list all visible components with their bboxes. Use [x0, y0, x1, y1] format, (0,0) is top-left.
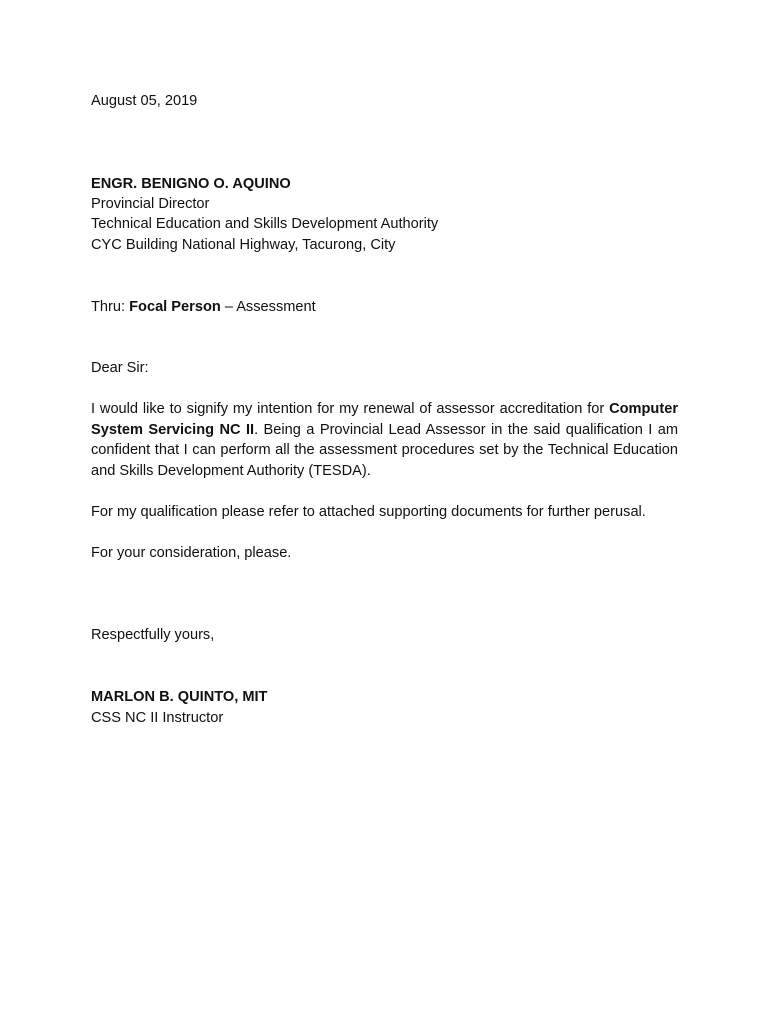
recipient-name: ENGR. BENIGNO O. AQUINO	[91, 176, 291, 192]
thru-focal-person: Focal Person	[129, 299, 221, 315]
body-p1-start: I would like to signify my intention for my renewal of assessor accreditation for	[91, 401, 610, 417]
recipient-address: CYC Building National Highway, Tacurong, City	[91, 237, 396, 253]
body-paragraph-2: For my qualification please refer to attached supporting documents for further perusal.	[91, 504, 646, 520]
thru-prefix: Thru:	[91, 299, 130, 315]
body-p1-qualification: Computer System Servicing NC II	[91, 401, 678, 438]
body-paragraph-3: For your consideration, please.	[91, 545, 292, 561]
closing: Respectfully yours,	[91, 627, 215, 643]
body-paragraph-1	[91, 399, 678, 481]
body-p1-end: . Being a Provincial Lead Assessor in the said qualification I am confident that I can perform all the assessment procedures set by the Technical Education and Skills Development Authority (TESDA).	[91, 421, 678, 479]
signatory-title: CSS NC II Instructor	[91, 710, 224, 726]
thru-line	[91, 297, 316, 317]
salutation: Dear Sir:	[91, 360, 149, 376]
signatory-name: MARLON B. QUINTO, MIT	[91, 689, 268, 705]
thru-suffix: – Assessment	[220, 299, 316, 315]
recipient-title: Provincial Director	[91, 196, 210, 212]
recipient-organization: Technical Education and Skills Development Authority	[91, 216, 439, 232]
letter-date: August 05, 2019	[91, 93, 198, 109]
